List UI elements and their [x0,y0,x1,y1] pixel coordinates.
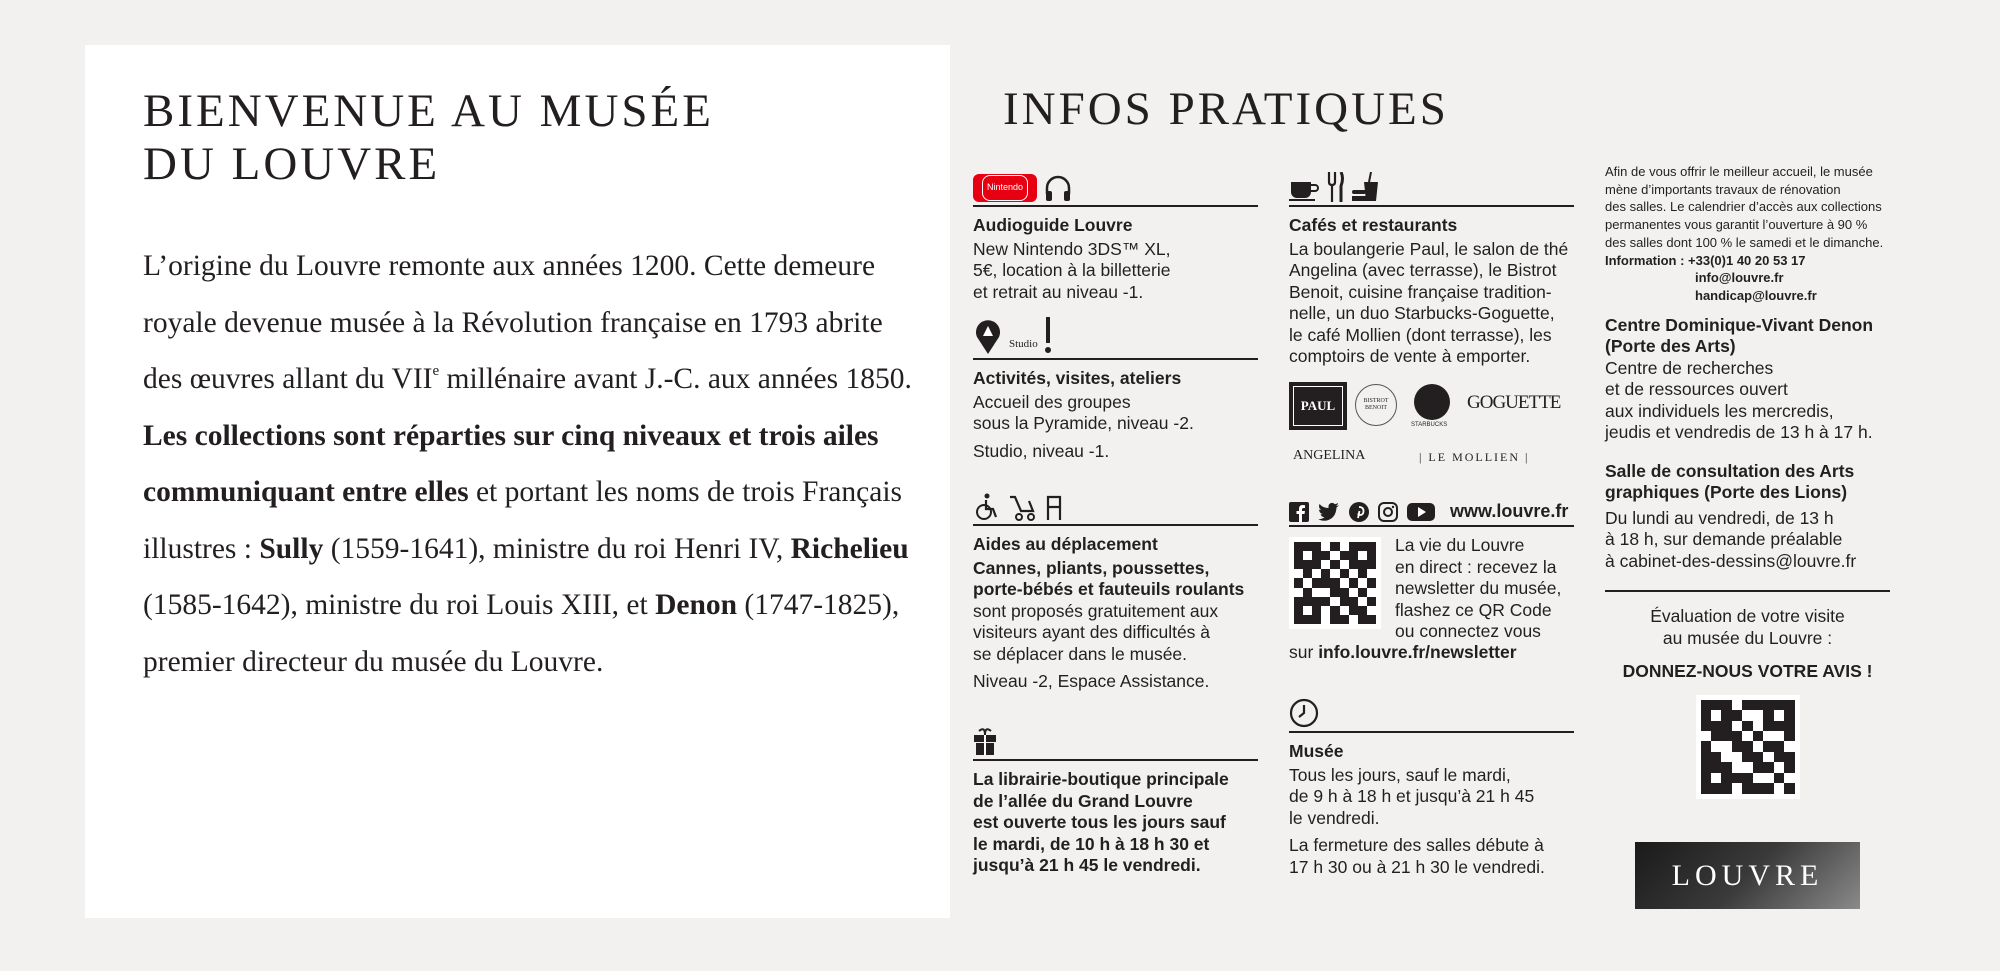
aides-section: Aides au déplacement Cannes, pliants, poussettes, porte-bébés et fauteuils roulants sont proposés gratuitement aux visiteurs ayant des difficultés à se déplacer dans le musée. Niveau -2, Espace Assistance. [973,487,1258,693]
coffee-cup-icon [1289,176,1321,202]
wheelchair-icon [973,493,1001,521]
clock-icon [1289,698,1319,728]
infos-pratiques-title: INFOS PRATIQUES [1003,83,1449,135]
info-column [1605,163,1890,799]
nintendo-logo: Nintendo [973,174,1037,202]
pinterest-icon[interactable] [1349,502,1369,522]
paul-logo: PAUL [1289,382,1347,430]
audioguide-title: Audioguide Louvre [973,215,1133,235]
cafes-title: Cafés et restaurants [1289,215,1458,235]
studio-label: Studio [1009,337,1038,350]
musee-title: Musée [1289,741,1344,761]
twitter-icon[interactable] [1318,502,1340,522]
cutlery-icon [1327,172,1345,202]
starbucks-label: STARBUCKS [1411,422,1448,428]
gift-icon [973,726,997,756]
newsletter-qr-code[interactable] [1289,537,1381,629]
exclamation-icon [1044,317,1052,355]
takeaway-icon [1351,172,1381,202]
angelina-logo: ANGELINA [1293,448,1366,463]
headphones-icon [1043,174,1073,202]
starbucks-logo [1414,384,1450,420]
welcome-title-line1: BIENVENUE AU MUSÉE [143,85,714,137]
bistrot-benoit-logo: BISTROT BENOIT [1355,384,1397,426]
handicap-email-link[interactable]: handicap@louvre.fr [1695,287,1817,303]
musee-section: Musée Tous les jours, sauf le mardi, de 9 h à 18 h et jusqu’à 21 h 45 le vendredi. La fermeture des salles débute à 17 h 30 ou à 21 h 30 le vendredi. [1289,692,1574,878]
renovation-notice: Afin de vous offrir le meilleur accueil, le musée mène d’importants travaux de rénovation des salles. Le calendrier d’accès aux collections permanentes vous garantit l’ouverture à 90 % des salles dont 100 % le samedi et le dimanche. [1605,164,1884,250]
cafes-section: Cafés et restaurants La boulangerie Paul, le salon de thé Angelina (avec terrasse), le Bistrot Benoit, cuisine française tradition- nelle, un duo Starbucks-Goguette, le café Mollien (dont terrasse), les comptoirs de vente à emporter. [1289,162,1574,368]
goguette-logo: GOGUETTE [1467,392,1561,413]
louvre-logo: LOUVRE [1635,842,1860,909]
instagram-icon[interactable] [1378,502,1398,522]
phone-number[interactable]: +33(0)1 40 20 53 17 [1688,252,1806,268]
facebook-icon[interactable] [1289,502,1309,522]
walker-icon [1043,493,1065,521]
aides-title: Aides au déplacement [973,534,1158,554]
newsletter-link[interactable]: info.louvre.fr/newsletter [1318,641,1517,662]
youtube-icon[interactable] [1407,502,1435,522]
partner-logos [1289,382,1579,472]
feedback-cta[interactable]: DONNEZ-NOUS VOTRE AVIS ! [1622,661,1873,682]
welcome-text: L’origine du Louvre remonte aux années 1200. Cette demeure royale devenue musée à la Révolution française en 1793 abrite des œuvres allant du VIIe millénaire avant J.-C. aux années 1850. Les collections sont réparties sur cinq niveaux et trois ailes communiquant entre elles et portant les noms de trois Français illustres : Sully (1559-1641), ministre du roi Henri IV, Richelieu (1585-1642), ministre du roi Louis XIII, et Denon (1747-1825), premier directeur du musée du Louvre. [143,250,912,678]
welcome-panel [85,45,950,918]
evaluation-block: Évaluation de votre visite au musée du Louvre : DONNEZ-NOUS VOTRE AVIS ! [1605,590,1890,683]
activites-title: Activités, visites, ateliers [973,368,1182,388]
arts-graphiques: Salle de consultation des Arts graphiques (Porte des Lions) Du lundi au vendredi, de 13 h à 18 h, sur demande préalable à cabinet-des-dessins@louvre.fr [1605,460,1857,571]
contact-info: Information : +33(0)1 40 20 53 17 info@louvre.fr handicap@louvre.fr [1605,252,1817,303]
audioguide-section: Nintendo Audioguide Louvre New Nintendo 3DS™ XL, 5€, location à la billetterie et retrait au niveau -1. [973,162,1258,303]
librairie-section: La librairie-boutique principale de l’allée du Grand Louvre est ouverte tous les jours sauf le mardi, de 10 h à 18 h 30 et jusqu’à 21 h 45 le vendredi. [973,720,1258,877]
stroller-icon [1007,493,1037,521]
le-mollien-logo: | LE MOLLIEN | [1419,450,1530,464]
info-email-link[interactable]: info@louvre.fr [1695,270,1784,286]
cabinet-email-link[interactable]: à cabinet-des-dessins@louvre.fr [1605,550,1857,571]
web-section: www.louvre.fr La vie du Louvre en direct : recevez la newsletter du musée, flashez ce QR Code ou connectez vous sur info.louvre.fr/newsletter [1289,492,1574,663]
denon-center: Centre Dominique-Vivant Denon (Porte des Arts) Centre de recherches et de ressources ouvert aux individuels les mercredis, jeudis et vendredis de 13 h à 17 h. [1605,314,1874,443]
welcome-title-line2: DU LOUVRE [143,138,441,190]
feedback-qr-code[interactable] [1696,695,1800,799]
activites-section: Studio Activités, visites, ateliers Accueil des groupes sous la Pyramide, niveau -2. Studio, niveau -1. [973,315,1258,462]
louvre-website-link[interactable]: www.louvre.fr [1450,500,1569,521]
location-pin-icon [973,319,1003,355]
welcome-title [143,85,714,191]
